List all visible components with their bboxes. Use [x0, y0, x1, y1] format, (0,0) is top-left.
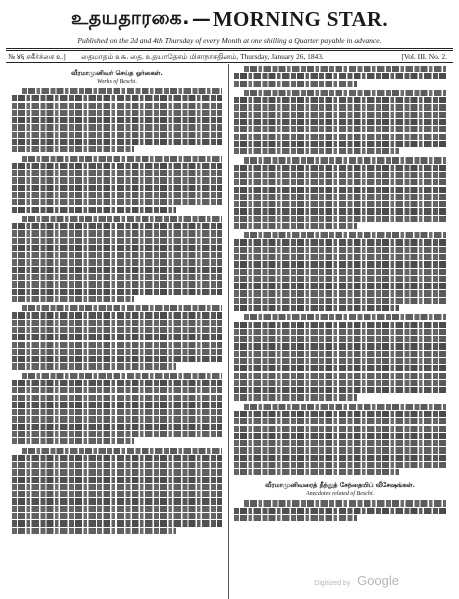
text-line: [244, 157, 446, 163]
text-line: [234, 172, 446, 178]
text-line: [12, 363, 176, 369]
text-line: [234, 112, 446, 118]
text-line: [234, 194, 446, 200]
left-article-heading: வீரமாமுனிவர் செய்த ஓர்கைள்.: [71, 69, 163, 77]
text-line: [234, 148, 399, 154]
text-line: [22, 448, 222, 454]
text-line: [234, 298, 446, 304]
text-line: [234, 187, 446, 193]
text-line: [234, 426, 446, 432]
dateline: [6, 52, 453, 62]
text-line: [12, 438, 134, 444]
text-line: [12, 431, 222, 437]
text-line: [12, 395, 222, 401]
text-line: [12, 252, 222, 258]
text-line: [234, 447, 446, 453]
text-line: [234, 216, 446, 222]
text-line: [12, 289, 222, 295]
text-line: [244, 90, 446, 96]
text-line: [234, 418, 446, 424]
text-line: [12, 356, 222, 362]
text-line: [244, 232, 446, 238]
text-line: [234, 179, 446, 185]
text-line: [12, 274, 222, 280]
text-line: [234, 254, 446, 260]
text-line: [234, 269, 446, 275]
text-line: [234, 336, 446, 342]
text-line: [12, 267, 222, 273]
issue-date: தைமாதம் ௨௬. தை. உதயாதேசம் மிசாநாசதினம், Thursday, January 26, 1843.: [81, 52, 324, 61]
text-line: [12, 117, 222, 123]
text-line: [234, 223, 357, 229]
text-line: [234, 165, 446, 171]
text-line: [234, 97, 446, 103]
right-text-block-bottom: [234, 500, 446, 524]
text-line: [12, 199, 222, 205]
tamil-title: உதயதாரகை.: [71, 6, 190, 29]
text-line: [12, 528, 176, 534]
text-line: [12, 139, 222, 145]
text-line: [234, 329, 446, 335]
top-rule-thin: [6, 50, 453, 51]
text-line: [234, 411, 446, 417]
text-line: [234, 394, 357, 400]
text-line: [12, 110, 222, 116]
right-column: [234, 66, 446, 596]
left-article-subheading: Works of Beschi.: [97, 79, 137, 85]
text-line: [234, 134, 446, 140]
text-line: [234, 283, 446, 289]
text-line: [234, 141, 446, 147]
text-line: [12, 207, 176, 213]
text-line: [234, 73, 446, 79]
text-line: [12, 146, 134, 152]
text-line: [12, 455, 222, 461]
text-line: [234, 126, 446, 132]
issue-number: № ४६ சகீர்ச்சை ௨.]: [8, 52, 66, 61]
text-line: [12, 409, 222, 415]
text-line: [12, 259, 222, 265]
text-line: [234, 305, 399, 311]
text-line: [234, 469, 399, 475]
text-line: [12, 170, 222, 176]
right-article-heading: வீரமாமுனிவரைத் தீந்துத் சேந்தையிப் வீசேஷங்கள்.: [265, 481, 415, 490]
text-line: [12, 223, 222, 229]
text-line: [12, 327, 222, 333]
text-line: [234, 322, 446, 328]
left-column: [12, 66, 222, 596]
text-line: [22, 88, 222, 94]
text-line: [234, 239, 446, 245]
left-text-block: [12, 88, 222, 537]
text-line: [12, 520, 222, 526]
text-line: [12, 281, 222, 287]
text-line: [12, 230, 222, 236]
text-line: [12, 132, 222, 138]
text-line: [12, 349, 222, 355]
text-line: [12, 477, 222, 483]
text-line: [234, 81, 357, 87]
text-line: [234, 201, 446, 207]
text-line: [12, 163, 222, 169]
text-line: [234, 104, 446, 110]
text-line: [234, 380, 446, 386]
text-line: [234, 351, 446, 357]
watermark-prefix: Digitized by: [314, 580, 351, 587]
text-line: [12, 416, 222, 422]
text-line: [234, 290, 446, 296]
text-line: [244, 314, 446, 320]
google-watermark: [314, 573, 399, 588]
text-line: [244, 66, 446, 72]
text-line: [12, 387, 222, 393]
text-line: [234, 365, 446, 371]
right-article-subheading: Anecdotes related of Beschi.: [305, 491, 375, 498]
text-line: [12, 312, 222, 318]
english-title: MORNING STAR.: [212, 6, 388, 31]
column-divider: [228, 64, 229, 599]
text-line: [12, 402, 222, 408]
text-line: [12, 320, 222, 326]
text-line: [12, 245, 222, 251]
text-line: [12, 124, 222, 130]
text-line: [234, 387, 446, 393]
masthead: [6, 6, 453, 32]
text-line: [234, 261, 446, 267]
dateline-rule: [6, 62, 453, 63]
text-line: [234, 276, 446, 282]
text-line: [234, 247, 446, 253]
text-line: [234, 343, 446, 349]
watermark-brand: Google: [357, 573, 399, 588]
text-line: [12, 506, 222, 512]
top-rule: [6, 48, 453, 49]
title-separator: —: [191, 8, 211, 30]
text-line: [12, 498, 222, 504]
text-line: [234, 508, 446, 514]
text-line: [12, 513, 222, 519]
text-line: [12, 380, 222, 386]
text-line: [234, 433, 446, 439]
text-line: [12, 342, 222, 348]
text-line: [12, 424, 222, 430]
text-line: [12, 491, 222, 497]
text-line: [12, 296, 134, 302]
text-line: [22, 216, 222, 222]
text-line: [22, 156, 222, 162]
text-line: [234, 358, 446, 364]
text-line: [234, 208, 446, 214]
text-line: [234, 119, 446, 125]
text-line: [234, 440, 446, 446]
text-line: [22, 373, 222, 379]
volume-number: [Vol. III. No. 2.: [401, 52, 447, 61]
text-line: [12, 334, 222, 340]
text-line: [234, 373, 446, 379]
text-line: [12, 103, 222, 109]
right-text-block-top: [234, 66, 446, 478]
text-line: [12, 462, 222, 468]
text-line: [12, 95, 222, 101]
text-line: [12, 185, 222, 191]
text-line: [12, 484, 222, 490]
text-line: [244, 404, 446, 410]
text-line: [12, 192, 222, 198]
text-line: [234, 462, 446, 468]
publication-subtitle: Published on the 2d and 4th Thursday of every Month at one shilling a Quarter payable in advance.: [77, 36, 382, 45]
text-line: [12, 177, 222, 183]
text-line: [234, 455, 446, 461]
text-line: [12, 469, 222, 475]
text-line: [234, 515, 357, 521]
text-line: [244, 500, 446, 506]
text-line: [12, 238, 222, 244]
text-line: [22, 305, 222, 311]
